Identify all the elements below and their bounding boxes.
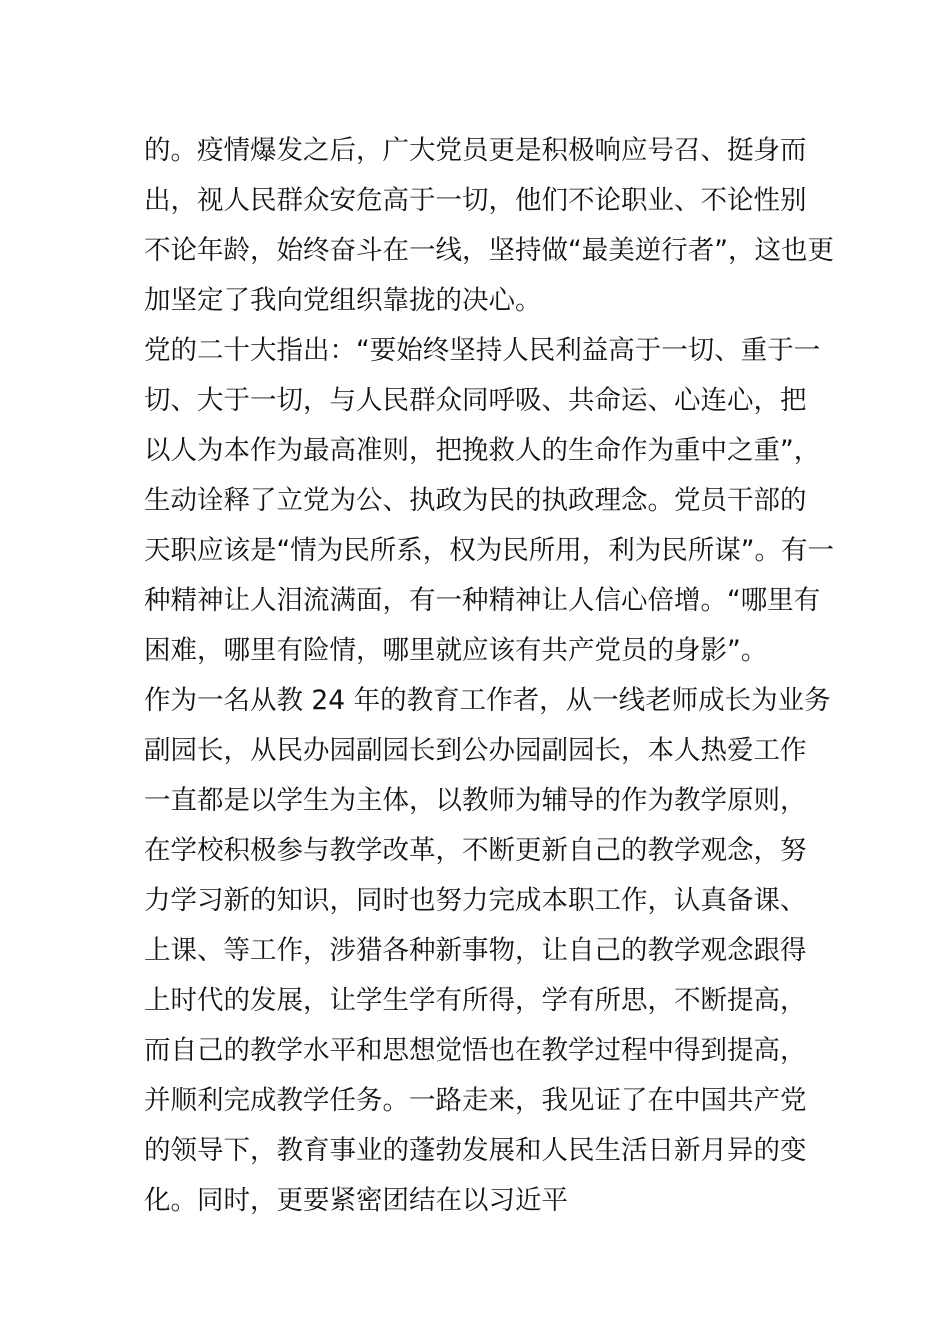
text-line: 上时代的发展，让学生学有所得，学有所思，不断提高， [144,985,807,1016]
text-line: 困难，哪里有险情，哪里就应该有共产党员的身影”。 [144,635,768,666]
text-line: 切、大于一切，与人民群众同呼吸、共命运、心连心，把 [144,385,807,416]
document-body [144,126,834,1226]
text-line: 生动诠释了立党为公、执政为民的执政理念。党员干部的 [144,485,807,516]
text-line: 加坚定了我向党组织靠拢的决心。 [144,285,542,316]
text-line: 出，视人民群众安危高于一切，他们不论职业、不论性别 [144,185,807,216]
text-line: 而自己的教学水平和思想觉悟也在教学过程中得到提高， [144,1035,807,1066]
text-line: 作为一名从教 24 年的教育工作者，从一线老师成长为业务 [144,685,831,716]
text-line: 种精神让人泪流满面，有一种精神让人信心倍增。“哪里有 [144,585,821,616]
text-line: 天职应该是“情为民所系，权为民所用，利为民所谋”。有一 [144,535,834,566]
text-line: 党的二十大指出：“要始终坚持人民利益高于一切、重于一 [144,335,821,366]
text-line: 上课、等工作，涉猎各种新事物，让自己的教学观念跟得 [144,935,807,966]
text-line: 力学习新的知识，同时也努力完成本职工作，认真备课、 [144,885,807,916]
text-line: 副园长，从民办园副园长到公办园副园长，本人热爱工作 [144,735,807,766]
text-line: 不论年龄，始终奋斗在一线，坚持做“最美逆行者”，这也更 [144,235,834,266]
text-line: 在学校积极参与教学改革，不断更新自己的教学观念，努 [144,835,807,866]
text-line: 化。同时，更要紧密团结在以习近平 [144,1185,568,1216]
text-line: 并顺利完成教学任务。一路走来，我见证了在中国共产党 [144,1085,807,1116]
text-line: 以人为本作为最高准则，把挽救人的生命作为重中之重”， [144,435,821,466]
text-line: 一直都是以学生为主体，以教师为辅导的作为教学原则， [144,785,807,816]
text-line: 的。疫情爆发之后，广大党员更是积极响应号召、挺身而 [144,135,807,166]
text-line: 的领导下，教育事业的蓬勃发展和人民生活日新月异的变 [144,1135,807,1166]
